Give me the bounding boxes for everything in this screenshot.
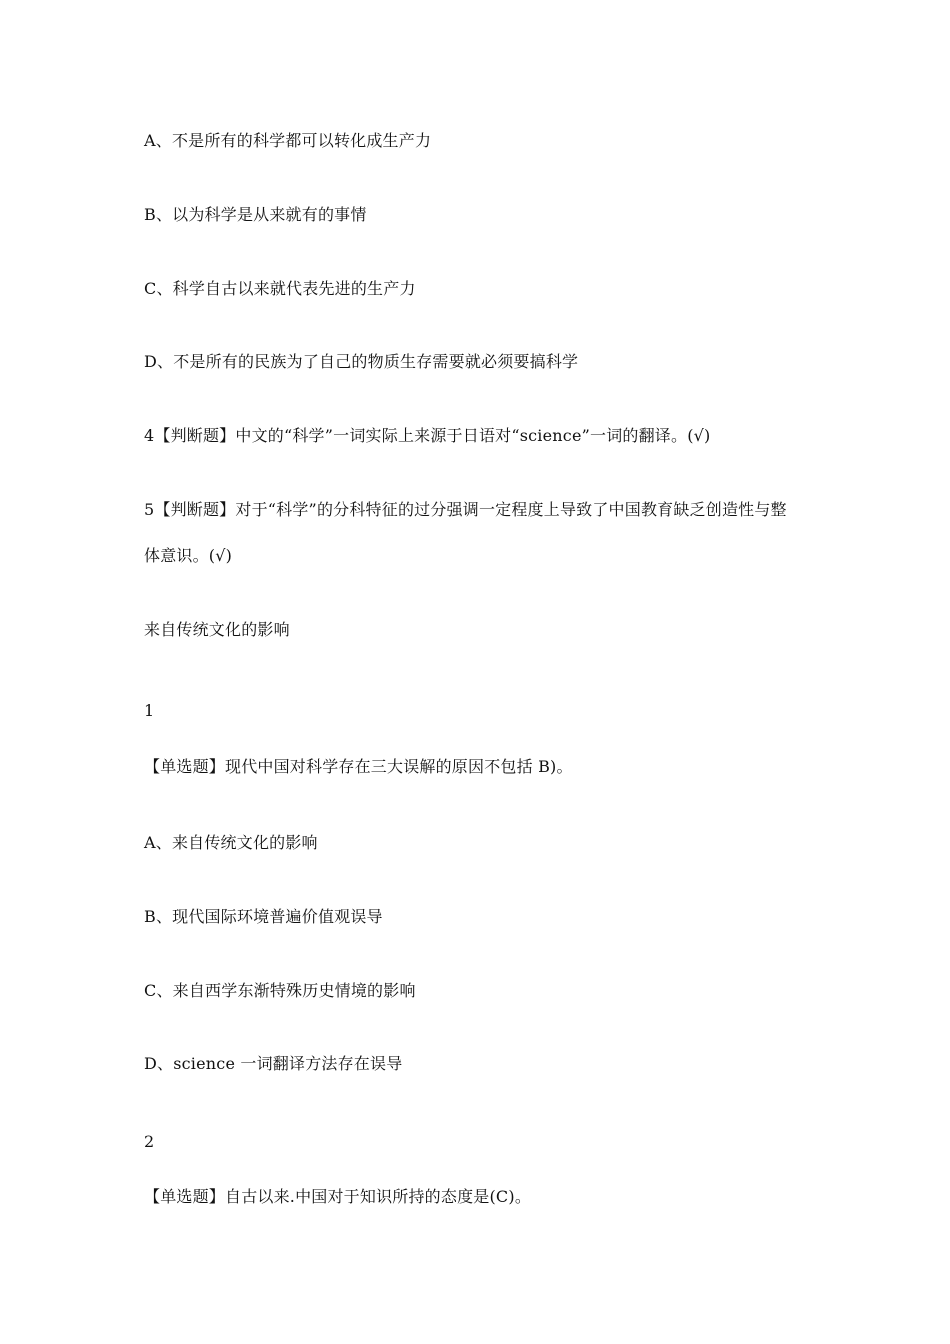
question-number-1: 1 xyxy=(144,701,155,720)
q1-option-b-text: B、现代国际环境普遍价值观误导 xyxy=(144,907,383,926)
option-a-text: A、不是所有的科学都可以转化成生产力 xyxy=(144,131,432,150)
option-d-text: D、不是所有的民族为了自己的物质生存需要就必须要搞科学 xyxy=(144,352,579,371)
section-heading: 来自传统文化的影响 xyxy=(144,620,290,639)
question-5-text: 5【判断题】对于“科学”的分科特征的过分强调一定程度上导致了中国教育缺乏创造性与整 xyxy=(144,500,787,519)
question-1-text: 【单选题】现代中国对科学存在三大误解的原因不包括 B)。 xyxy=(144,757,573,776)
q1-option-d-text: D、science 一词翻译方法存在误导 xyxy=(144,1054,403,1073)
question-4-text: 4【判断题】中文的“科学”一词实际上来源于日语对“science”一词的翻译。(√) xyxy=(144,426,711,445)
question-2-text: 【单选题】自古以来.中国对于知识所持的态度是(C)。 xyxy=(144,1187,532,1206)
option-c-text: C、科学自古以来就代表先进的生产力 xyxy=(144,279,416,298)
question-5-continuation: 体意识。(√) xyxy=(144,546,233,565)
q1-option-c-text: C、来自西学东渐特殊历史情境的影响 xyxy=(144,981,416,1000)
question-number-2: 2 xyxy=(144,1132,155,1151)
option-b-text: B、以为科学是从来就有的事情 xyxy=(144,205,367,224)
q1-option-a-text: A、来自传统文化的影响 xyxy=(144,833,318,852)
